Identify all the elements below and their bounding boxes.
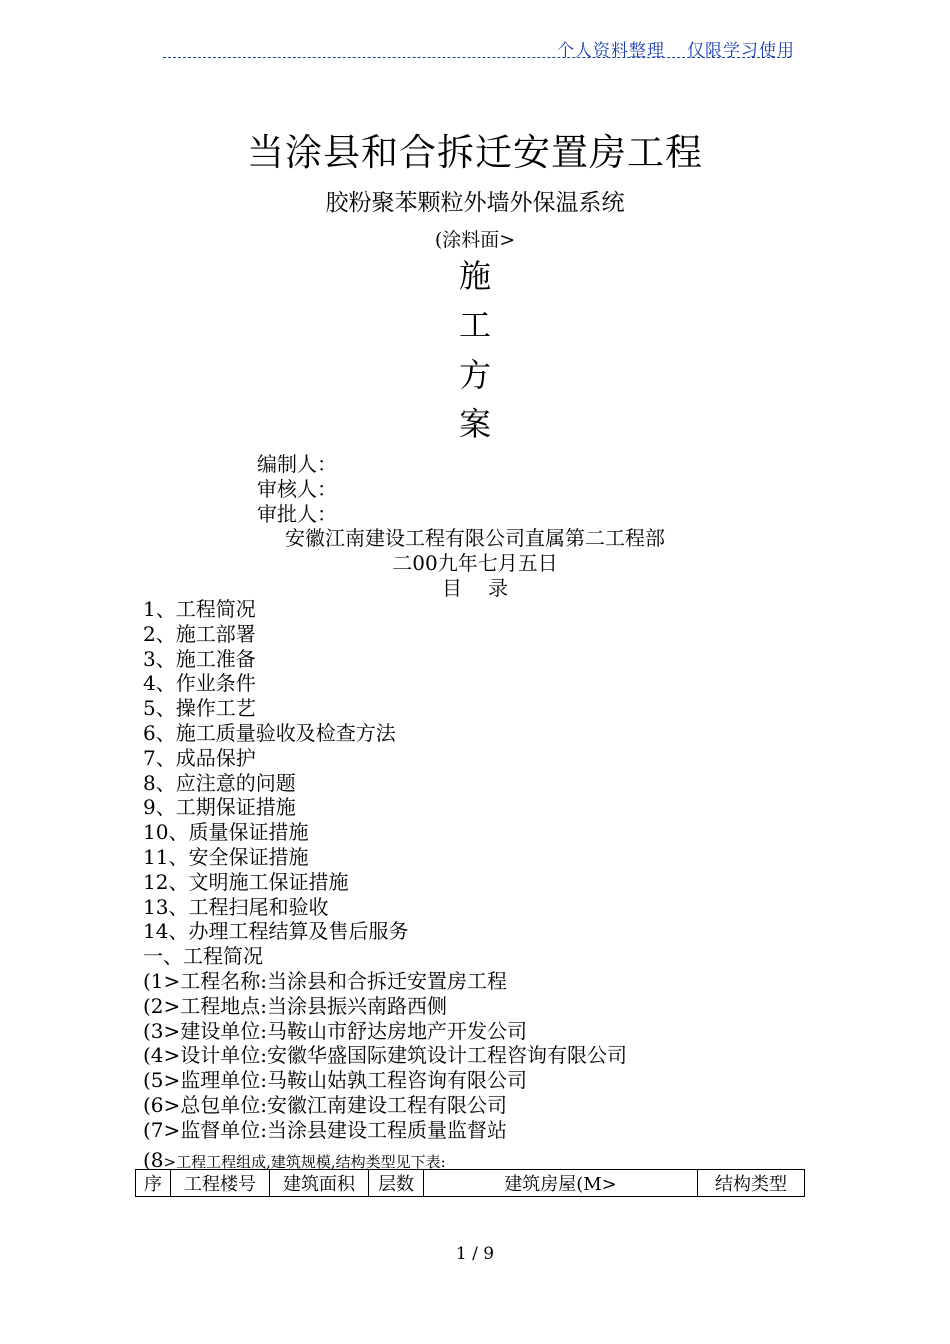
company-name: 安徽江南建设工程有限公司直属第二工程部 (285, 526, 665, 550)
toc-title-right: 录 (488, 576, 508, 600)
table-header-cell: 层数 (369, 1170, 424, 1197)
document-title: 当涂县和合拆迁安置房工程 (247, 131, 703, 174)
toc-item: 2、施工部署 (143, 621, 256, 646)
vertical-char-4: 案 (458, 405, 491, 443)
project-info-line: (6>总包单位:安徽江南建设工程有限公司 (143, 1092, 508, 1117)
header-note-left: 个人资料整理 (557, 41, 665, 61)
project-info-line: (2>工程地点:当涂县振兴南路西侧 (143, 993, 448, 1018)
section-heading: 一、工程简况 (143, 944, 263, 969)
table-header-cell: 结构类型 (698, 1170, 805, 1197)
toc-item: 14、办理工程结算及售后服务 (143, 919, 409, 944)
approver-line: 审批人： (257, 502, 337, 526)
toc-item: 8、应注意的问题 (143, 770, 296, 795)
table-header-cell: 序 (136, 1170, 171, 1197)
document-subtitle: 胶粉聚苯颗粒外墙外保温系统 (325, 190, 625, 216)
compiler-line: 编制人： (257, 452, 337, 476)
document-date: 二00九年七月五日 (392, 551, 558, 575)
toc-item: 7、成品保护 (143, 745, 256, 770)
toc-item: 6、施工质量验收及检查方法 (143, 720, 396, 745)
project-info-line: (3>建设单位:马鞍山市舒达房地产开发公司 (143, 1018, 528, 1043)
toc-item: 4、作业条件 (143, 671, 256, 696)
item8-prefix: (8 (143, 1148, 164, 1172)
toc-title-left: 目 (442, 576, 462, 600)
table-header-row (136, 1170, 805, 1197)
header-note-right: 仅限学习使用 (687, 41, 795, 61)
reviewer-line: 审核人： (257, 477, 337, 501)
page-number: 1 / 9 (455, 1244, 495, 1264)
project-info-line: (1>工程名称:当涂县和合拆迁安置房工程 (143, 968, 508, 993)
header-divider (163, 57, 790, 58)
toc-item: 3、施工准备 (143, 646, 256, 671)
vertical-char-3: 方 (458, 356, 491, 394)
toc-item: 12、文明施工保证措施 (143, 869, 349, 894)
project-table (135, 1169, 805, 1197)
coating-note: (涂料面> (434, 229, 516, 251)
toc-item: 5、操作工艺 (143, 696, 256, 721)
item8-text: >工程工程组成,建筑规模,结构类型见下表: (163, 1153, 446, 1171)
toc-item: 10、质量保证措施 (143, 820, 309, 845)
toc-item: 11、安全保证措施 (143, 844, 309, 869)
vertical-char-1: 施 (458, 257, 491, 295)
toc-item: 1、工程简况 (143, 597, 256, 621)
project-info-line: (7>监督单位:当涂县建设工程质量监督站 (143, 1117, 508, 1142)
toc-item: 9、工期保证措施 (143, 795, 296, 820)
toc-item: 13、工程扫尾和验收 (143, 894, 329, 919)
table-header-cell: 工程楼号 (171, 1170, 270, 1197)
project-info-line: (5>监理单位:马鞍山姑孰工程咨询有限公司 (143, 1068, 528, 1093)
body-content (143, 597, 843, 1143)
table-header-cell: 建筑面积 (270, 1170, 369, 1197)
vertical-char-2: 工 (458, 306, 491, 344)
table-header-cell: 建筑房屋(M> (424, 1170, 698, 1197)
project-info-line: (4>设计单位:安徽华盛国际建筑设计工程咨询有限公司 (143, 1043, 628, 1068)
